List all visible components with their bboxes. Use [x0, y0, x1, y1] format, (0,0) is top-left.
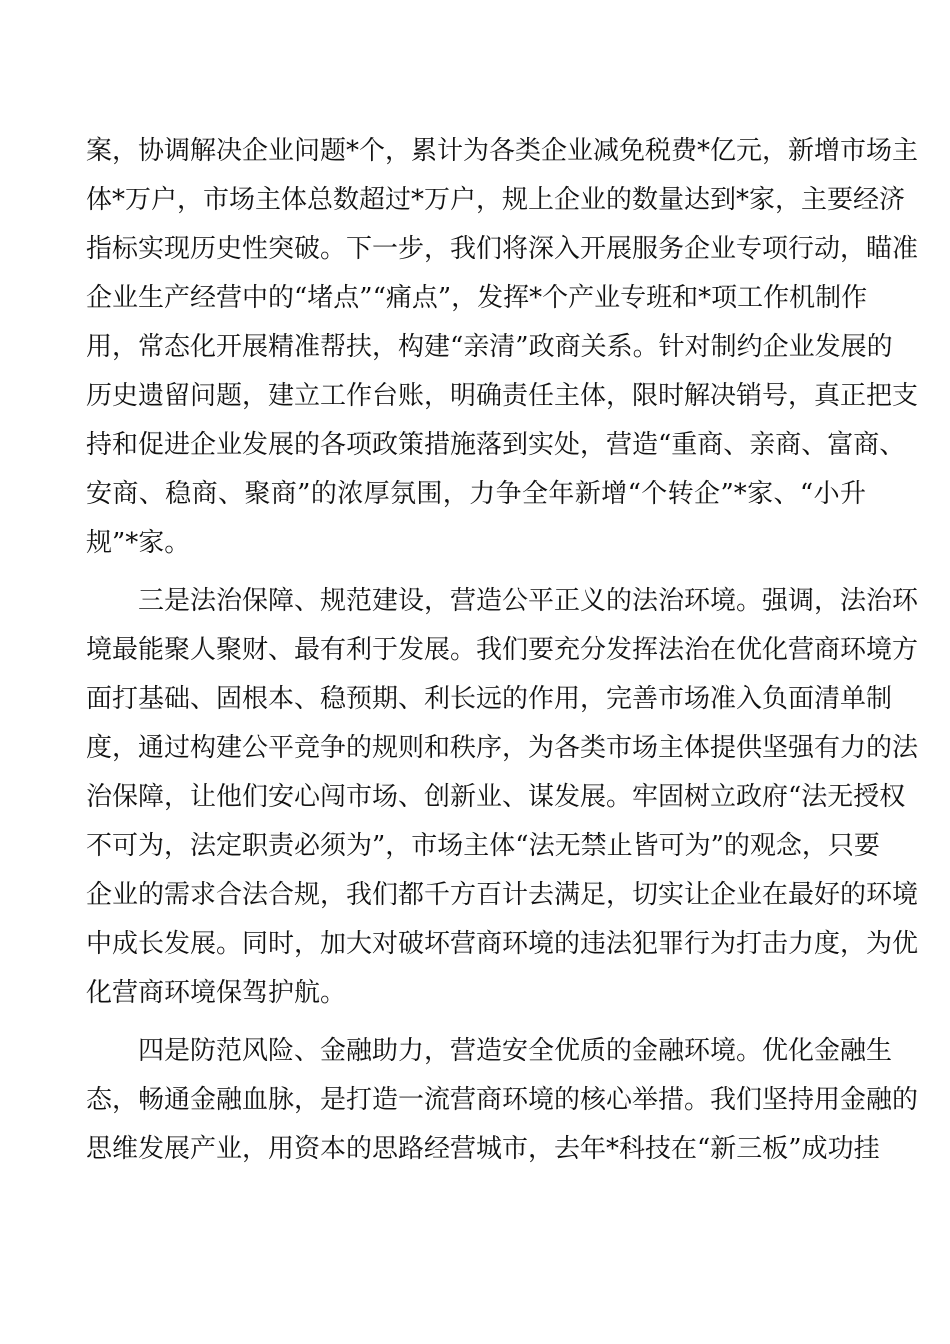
text-line: 面打基础、固根本、稳预期、利长远的作用，完善市场准入负面清单制	[86, 684, 893, 714]
text-line: 历史遗留问题，建立工作台账，明确责任主体，限时解决销号，真正把支	[86, 381, 919, 411]
text-line: 中成长发展。同时，加大对破坏营商环境的违法犯罪行为打击力度，为优	[86, 929, 919, 959]
text-line: 安商、稳商、聚商”的浓厚氛围，力争全年新增“个转企”*家、“小升	[86, 479, 866, 509]
text-line: 持和促进企业发展的各项政策措施落到实处，营造“重商、亲商、富商、	[86, 430, 906, 460]
text-line: 境最能聚人聚财、最有利于发展。我们要充分发挥法治在优化营商环境方	[86, 635, 919, 665]
text-line: 规”*家。	[86, 528, 191, 558]
text-line: 化营商环境保驾护航。	[86, 978, 347, 1008]
text-line: 度，通过构建公平竞争的规则和秩序，为各类市场主体提供坚强有力的法	[86, 733, 919, 763]
text-line: 指标实现历史性突破。下一步，我们将深入开展服务企业专项行动，瞄准	[86, 234, 919, 264]
text-line: 态，畅通金融血脉，是打造一流营商环境的核心举措。我们坚持用金融的	[86, 1085, 919, 1115]
text-line: 用，常态化开展精准帮扶，构建“亲清”政商关系。针对制约企业发展的	[86, 332, 893, 362]
text-line: 企业生产经营中的“堵点”“痛点”，发挥*个产业专班和*项工作机制作	[86, 283, 868, 313]
paragraph-heading-line: 四是防范风险、金融助力，营造安全优质的金融环境。优化金融生	[138, 1036, 893, 1066]
text-line: 案，协调解决企业问题*个，累计为各类企业减免税费*亿元，新增市场主	[86, 136, 919, 166]
text-line: 体*万户，市场主体总数超过*万户，规上企业的数量达到*家，主要经济	[86, 185, 906, 215]
text-line: 企业的需求合法合规，我们都千方百计去满足，切实让企业在最好的环境	[86, 880, 919, 910]
paragraph-heading-line: 三是法治保障、规范建设，营造公平正义的法治环境。强调，法治环	[138, 586, 919, 616]
text-line: 不可为，法定职责必须为”，市场主体“法无禁止皆可为”的观念，只要	[86, 831, 880, 861]
text-line: 治保障，让他们安心闯市场、创新业、谋发展。牢固树立政府“法无授权	[86, 782, 906, 812]
text-line: 思维发展产业，用资本的思路经营城市，去年*科技在“新三板”成功挂	[86, 1134, 880, 1164]
